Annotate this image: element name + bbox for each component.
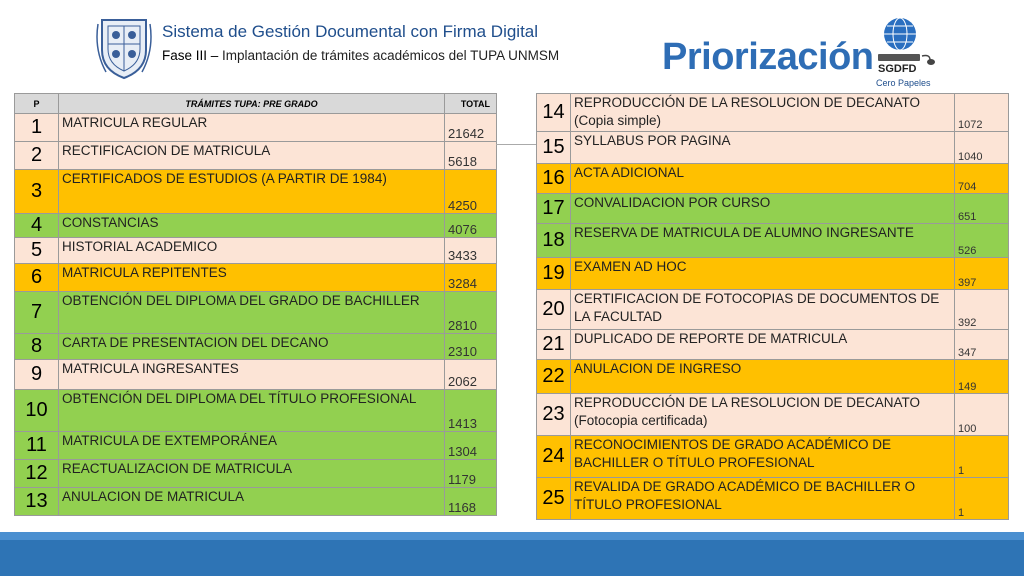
table-row — [537, 290, 1009, 330]
priority-number: 4 — [15, 214, 59, 238]
tramite-name: RECONOCIMIENTOS DE GRADO ACADÉMICO DE BACHILLER O TÍTULO PROFESIONAL — [571, 436, 955, 478]
page-subtitle — [162, 48, 559, 63]
table-row — [15, 292, 497, 334]
priority-number: 11 — [15, 432, 59, 460]
tramite-total: 347 — [955, 330, 1009, 360]
tramite-total: 3284 — [445, 264, 497, 292]
tramite-total: 1304 — [445, 432, 497, 460]
tramite-total: 3433 — [445, 238, 497, 264]
right-table-body — [537, 94, 1009, 520]
tramite-total: 4076 — [445, 214, 497, 238]
tramite-total: 1 — [955, 436, 1009, 478]
priority-number: 24 — [537, 436, 571, 478]
footer-band-light — [0, 532, 1024, 540]
tramite-name: MATRICULA REGULAR — [59, 114, 445, 142]
tramite-total: 651 — [955, 194, 1009, 224]
priority-number: 10 — [15, 390, 59, 432]
tramite-name: ANULACION DE INGRESO — [571, 360, 955, 394]
table-row — [537, 224, 1009, 258]
tramite-total: 526 — [955, 224, 1009, 258]
tramite-total: 1168 — [445, 488, 497, 516]
tramite-name: OBTENCIÓN DEL DIPLOMA DEL GRADO DE BACHILLER — [59, 292, 445, 334]
left-priority-table — [14, 93, 497, 516]
priority-number: 12 — [15, 460, 59, 488]
tramite-name: CERTIFICACION DE FOTOCOPIAS DE DOCUMENTOS DE LA FACULTAD — [571, 290, 955, 330]
tramite-name: REACTUALIZACION DE MATRICULA — [59, 460, 445, 488]
table-row — [537, 330, 1009, 360]
priority-number: 6 — [15, 264, 59, 292]
priority-number: 5 — [15, 238, 59, 264]
tramite-name: RESERVA DE MATRICULA DE ALUMNO INGRESANTE — [571, 224, 955, 258]
subtitle-description: Implantación de trámites académicos del TUPA UNMSM — [218, 48, 560, 63]
table-row — [537, 394, 1009, 436]
table-row — [15, 142, 497, 170]
priority-number: 18 — [537, 224, 571, 258]
table-row — [15, 170, 497, 214]
priority-number: 20 — [537, 290, 571, 330]
tramite-name: HISTORIAL ACADEMICO — [59, 238, 445, 264]
table-row — [15, 360, 497, 390]
priority-number: 15 — [537, 132, 571, 164]
table-row — [15, 390, 497, 432]
table-row — [15, 214, 497, 238]
tramite-name: REPRODUCCIÓN DE LA RESOLUCION DE DECANATO (Copia simple) — [571, 94, 955, 132]
tramite-total: 1179 — [445, 460, 497, 488]
tramite-name: RECTIFICACION DE MATRICULA — [59, 142, 445, 170]
tramite-name: ANULACION DE MATRICULA — [59, 488, 445, 516]
priority-number: 19 — [537, 258, 571, 290]
tramite-name: OBTENCIÓN DEL DIPLOMA DEL TÍTULO PROFESIONAL — [59, 390, 445, 432]
priority-number: 23 — [537, 394, 571, 436]
tramite-total: 149 — [955, 360, 1009, 394]
subtitle-phase: Fase III – — [162, 48, 219, 63]
university-crest-icon — [96, 14, 152, 80]
priority-number: 13 — [15, 488, 59, 516]
priority-number: 14 — [537, 94, 571, 132]
tramite-name: MATRICULA REPITENTES — [59, 264, 445, 292]
tramite-total: 4250 — [445, 170, 497, 214]
table-row — [15, 334, 497, 360]
priority-number: 1 — [15, 114, 59, 142]
table-row — [537, 258, 1009, 290]
table-row — [537, 132, 1009, 164]
table-row — [15, 114, 497, 142]
priority-number: 16 — [537, 164, 571, 194]
header-total: TOTAL — [445, 94, 497, 114]
tramite-total: 5618 — [445, 142, 497, 170]
priority-number: 2 — [15, 142, 59, 170]
logo-tagline: Cero Papeles — [876, 78, 931, 88]
logo-name: SGDFD — [878, 63, 917, 75]
page-title: Sistema de Gestión Documental con Firma Digital — [162, 22, 539, 41]
priority-number: 17 — [537, 194, 571, 224]
tramite-total: 2310 — [445, 334, 497, 360]
table-row — [537, 436, 1009, 478]
tramite-total: 21642 — [445, 114, 497, 142]
table-row — [15, 238, 497, 264]
tramite-name: REVALIDA DE GRADO ACADÉMICO DE BACHILLER O TÍTULO PROFESIONAL — [571, 478, 955, 520]
tramite-total: 1413 — [445, 390, 497, 432]
tramite-name: CERTIFICADOS DE ESTUDIOS (A PARTIR DE 1984) — [59, 170, 445, 214]
table-row — [15, 488, 497, 516]
table-row — [537, 164, 1009, 194]
priority-number: 7 — [15, 292, 59, 334]
tramite-name: SYLLABUS POR PAGINA — [571, 132, 955, 164]
priority-number: 3 — [15, 170, 59, 214]
priority-number: 25 — [537, 478, 571, 520]
priority-number: 9 — [15, 360, 59, 390]
tramite-name: CONVALIDACION POR CURSO — [571, 194, 955, 224]
tramite-name: REPRODUCCIÓN DE LA RESOLUCION DE DECANATO (Fotocopia certificada) — [571, 394, 955, 436]
tramite-total: 392 — [955, 290, 1009, 330]
tramite-total: 397 — [955, 258, 1009, 290]
header-tramites: TRÁMITES TUPA: PRE GRADO — [59, 94, 445, 114]
right-priority-table — [536, 93, 1009, 520]
tramite-name: DUPLICADO DE REPORTE DE MATRICULA — [571, 330, 955, 360]
tramite-name: ACTA ADICIONAL — [571, 164, 955, 194]
table-row — [15, 264, 497, 292]
table-header-row — [15, 94, 497, 114]
tramite-total: 1072 — [955, 94, 1009, 132]
tramite-name: MATRICULA DE EXTEMPORÁNEA — [59, 432, 445, 460]
tramite-total: 100 — [955, 394, 1009, 436]
tramite-name: CARTA DE PRESENTACION DEL DECANO — [59, 334, 445, 360]
priority-number: 21 — [537, 330, 571, 360]
tramite-total: 2810 — [445, 292, 497, 334]
tramite-total: 704 — [955, 164, 1009, 194]
priority-number: 22 — [537, 360, 571, 394]
table-row — [537, 94, 1009, 132]
tramite-name: CONSTANCIAS — [59, 214, 445, 238]
tramite-total: 1040 — [955, 132, 1009, 164]
table-row — [15, 460, 497, 488]
table-row — [537, 478, 1009, 520]
footer-band — [0, 540, 1024, 576]
header-p: P — [15, 94, 59, 114]
slide-heading: Priorización — [662, 36, 874, 78]
table-row — [537, 194, 1009, 224]
tramite-name: MATRICULA INGRESANTES — [59, 360, 445, 390]
tramite-total: 2062 — [445, 360, 497, 390]
table-row — [15, 432, 497, 460]
table-row — [537, 360, 1009, 394]
connector-line — [496, 144, 536, 145]
tramite-name: EXAMEN AD HOC — [571, 258, 955, 290]
priority-number: 8 — [15, 334, 59, 360]
tramite-total: 1 — [955, 478, 1009, 520]
left-table-body — [15, 114, 497, 516]
